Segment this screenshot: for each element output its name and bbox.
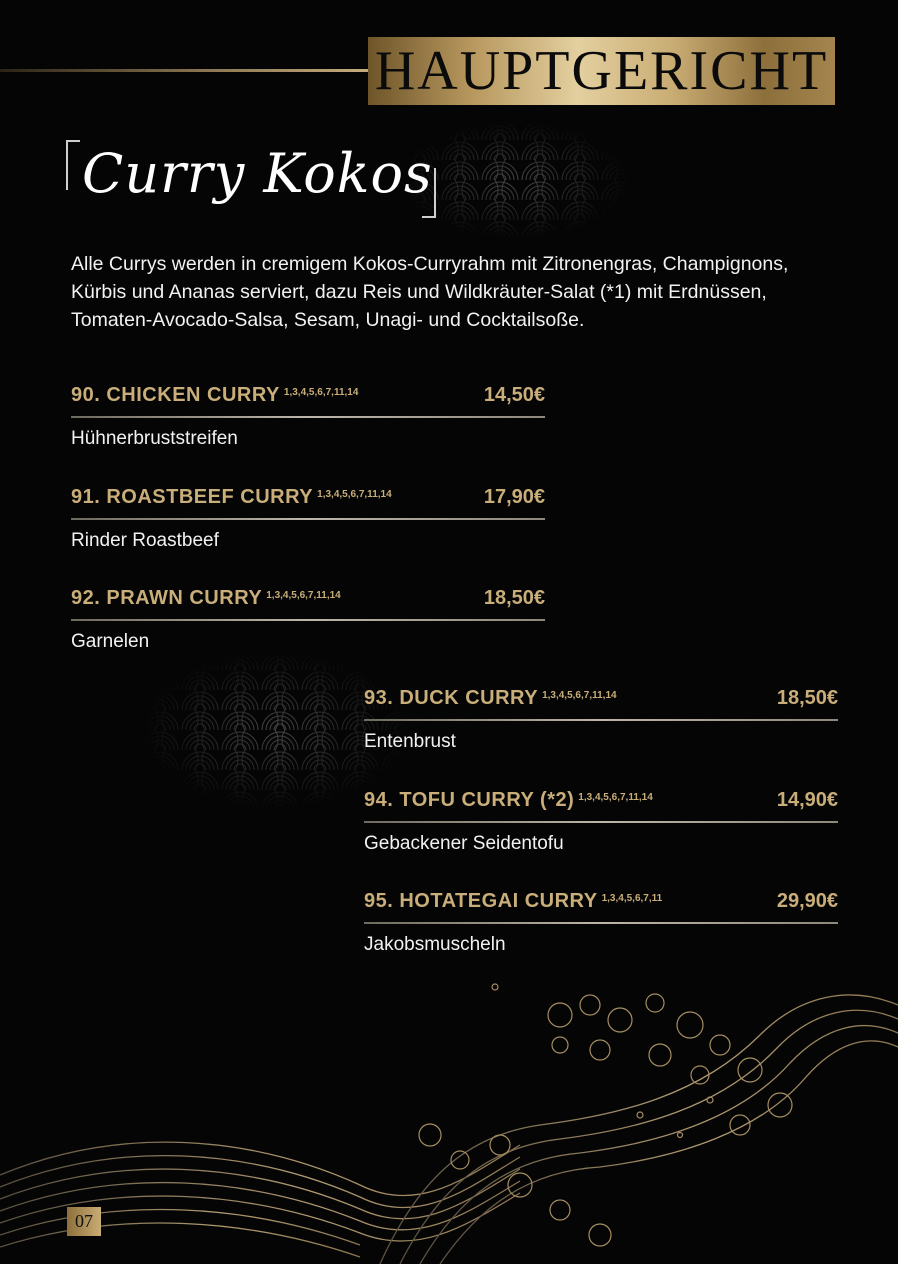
item-price: 14,90€ bbox=[776, 789, 838, 811]
page-title: HAUPTGERICHT bbox=[374, 40, 829, 102]
item-title bbox=[71, 587, 341, 610]
item-divider bbox=[364, 719, 838, 721]
great-wave-illustration bbox=[0, 975, 898, 1264]
item-description: Rinder Roastbeef bbox=[71, 530, 219, 551]
item-title bbox=[71, 486, 392, 509]
item-description: Gebackener Seidentofu bbox=[364, 833, 564, 854]
header-banner bbox=[368, 37, 835, 105]
item-price: 18,50€ bbox=[776, 687, 838, 709]
item-divider bbox=[71, 619, 545, 621]
item-title bbox=[71, 384, 358, 407]
item-allergens: 1,3,4,5,6,7,11,14 bbox=[283, 387, 359, 398]
item-divider bbox=[364, 922, 838, 924]
item-price: 29,90€ bbox=[776, 890, 838, 912]
item-allergens: 1,3,4,5,6,7,11 bbox=[601, 893, 663, 904]
item-name: 91. ROASTBEEF CURRY bbox=[71, 486, 314, 508]
item-price: 17,90€ bbox=[483, 486, 545, 508]
item-divider bbox=[364, 821, 838, 823]
item-allergens: 1,3,4,5,6,7,11,14 bbox=[266, 590, 341, 601]
item-description: Garnelen bbox=[71, 631, 150, 652]
item-name: 94. TOFU CURRY (*2) bbox=[364, 789, 575, 811]
item-divider bbox=[71, 416, 545, 418]
item-description: Entenbrust bbox=[364, 731, 456, 752]
menu-item bbox=[71, 486, 545, 552]
item-name: 92. PRAWN CURRY bbox=[71, 587, 263, 609]
section-title-frame bbox=[66, 140, 436, 218]
item-divider bbox=[71, 518, 545, 520]
item-title bbox=[364, 890, 662, 913]
item-allergens: 1,3,4,5,6,7,11,14 bbox=[578, 792, 653, 803]
section-intro: Alle Currys werden in cremigem Kokos-Curryrahm mit Zitronengras, Champignons, Kürbis und Ananas serviert, dazu Reis und Wildkräuter-Salat (*1) mit Erdnüssen, Tomaten-Avocado-Salsa, Sesam, Unagi- und Cocktailsoße. bbox=[71, 253, 789, 331]
menu-item bbox=[364, 789, 838, 855]
item-price: 14,50€ bbox=[483, 384, 545, 406]
header-rule bbox=[0, 69, 372, 72]
menu-item bbox=[364, 890, 838, 956]
item-name: 90. CHICKEN CURRY bbox=[71, 384, 280, 406]
menu-item bbox=[71, 384, 545, 450]
item-allergens: 1,3,4,5,6,7,11,14 bbox=[317, 489, 392, 500]
item-title bbox=[364, 789, 653, 812]
bracket-top-left bbox=[66, 140, 80, 190]
menu-item bbox=[364, 687, 838, 753]
item-allergens: 1,3,4,5,6,7,11,14 bbox=[542, 690, 617, 701]
item-name: 95. HOTATEGAI CURRY bbox=[364, 890, 598, 912]
menu-item bbox=[71, 587, 545, 653]
item-description: Hühnerbruststreifen bbox=[71, 428, 238, 449]
section-title: Curry Kokos bbox=[82, 142, 433, 205]
page-number: 07 bbox=[67, 1207, 101, 1236]
item-description: Jakobsmuscheln bbox=[364, 934, 506, 955]
item-title bbox=[364, 687, 617, 710]
item-price: 18,50€ bbox=[483, 587, 545, 609]
item-name: 93. DUCK CURRY bbox=[364, 687, 539, 709]
